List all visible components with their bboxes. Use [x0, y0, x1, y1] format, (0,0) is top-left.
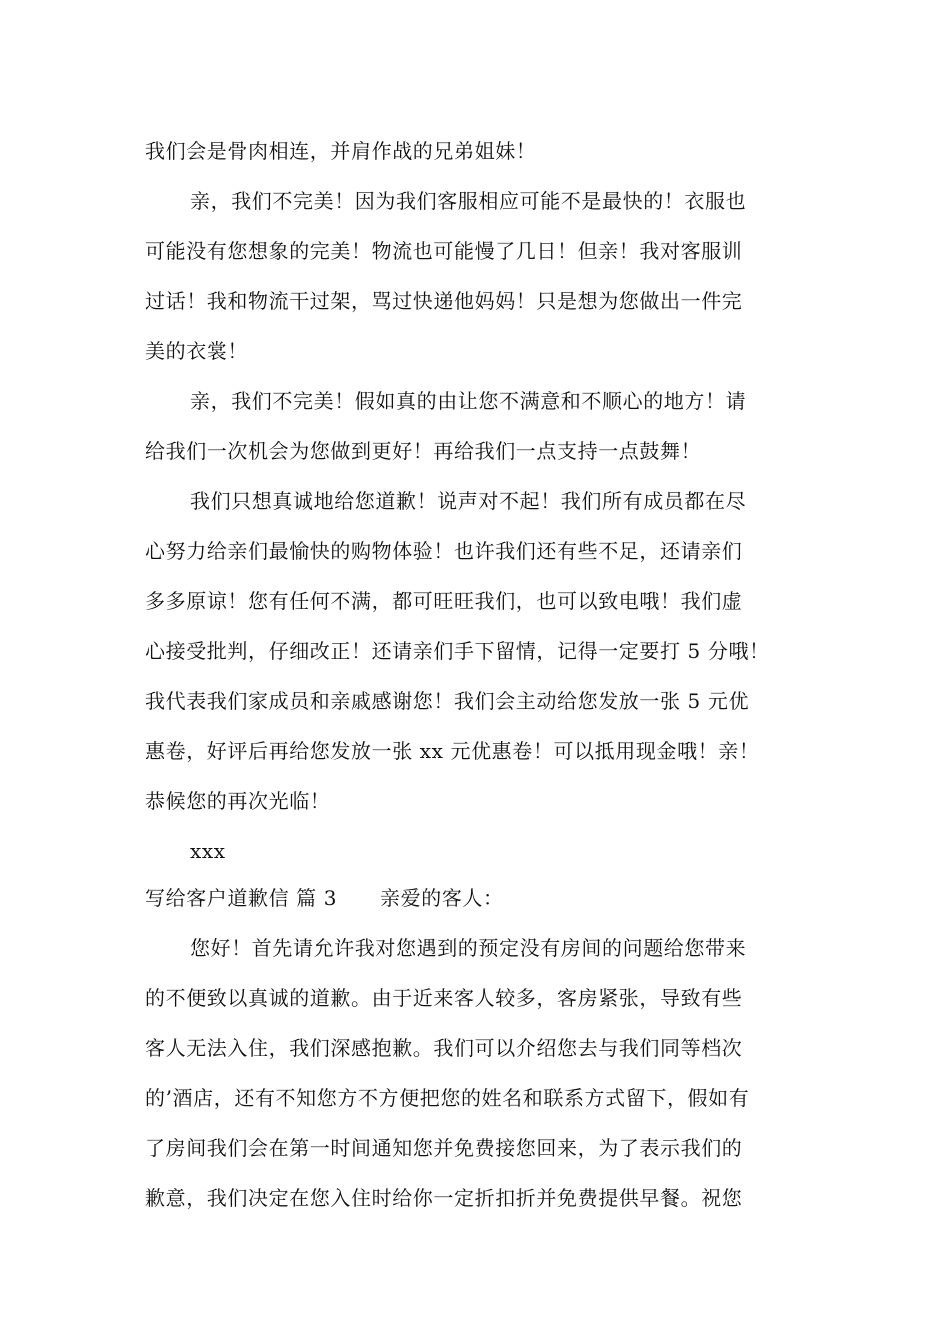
section-heading-row: [145, 884, 845, 912]
text-line: 恭候您的再次光临！: [145, 789, 331, 813]
text-line: 我们只想真诚地给您道歉！说声对不起！我们所有成员都在尽: [190, 489, 747, 513]
text-line: 惠卷，好评后再给您发放一张 xx 元优惠卷！可以抵用现金哦！亲！: [145, 739, 760, 763]
text-line: 可能没有您想象的完美！物流也可能慢了几日！但亲！我对客服训: [145, 239, 743, 263]
text-line: 亲，我们不完美！因为我们客服相应可能不是最快的！衣服也: [190, 189, 747, 213]
text-line: 多多原谅！您有任何不满，都可旺旺我们，也可以致电哦！我们虚: [145, 589, 743, 613]
text-line: 您好！首先请允许我对您遇到的预定没有房间的问题给您带来: [190, 936, 747, 960]
text-line: 我代表我们家成员和亲戚感谢您！我们会主动给您发放一张 5 元优: [145, 689, 750, 713]
text-line: 给我们一次机会为您做到更好！再给我们一点支持一点鼓舞！: [145, 439, 702, 463]
text-line: 美的衣裳！: [145, 339, 248, 363]
text-line: 心接受批判，仔细改正！还请亲们手下留情，记得一定要打 5 分哦！: [145, 639, 770, 663]
text-line: 我们会是骨肉相连，并肩作战的兄弟姐妹！: [145, 139, 537, 163]
text-line: 客人无法入住，我们深感抱歉。我们可以介绍您去与我们同等档次: [145, 1036, 743, 1060]
signature: xxx: [190, 839, 226, 863]
salutation: 亲爱的客人：: [380, 886, 504, 910]
text-line: 心努力给亲们最愉快的购物体验！也许我们还有些不足，还请亲们: [145, 539, 743, 563]
text-line: 的不便致以真诚的道歉。由于近来客人较多，客房紧张，导致有些: [145, 986, 743, 1010]
text-line: 歉意，我们决定在您入住时给你一定折扣折并免费提供早餐。祝您: [145, 1186, 743, 1210]
text-line: 了房间我们会在第一时间通知您并免费接您回来，为了表示我们的: [145, 1136, 743, 1160]
text-line: 过话！我和物流干过架，骂过快递他妈妈！只是想为您做出一件完: [145, 289, 743, 313]
text-line: 亲，我们不完美！假如真的由让您不满意和不顺心的地方！请: [190, 389, 747, 413]
text-line: 的’酒店，还有不知您方不方便把您的姓名和联系方式留下，假如有: [145, 1086, 750, 1110]
section-heading: 写给客户道歉信 篇 3: [145, 886, 338, 910]
